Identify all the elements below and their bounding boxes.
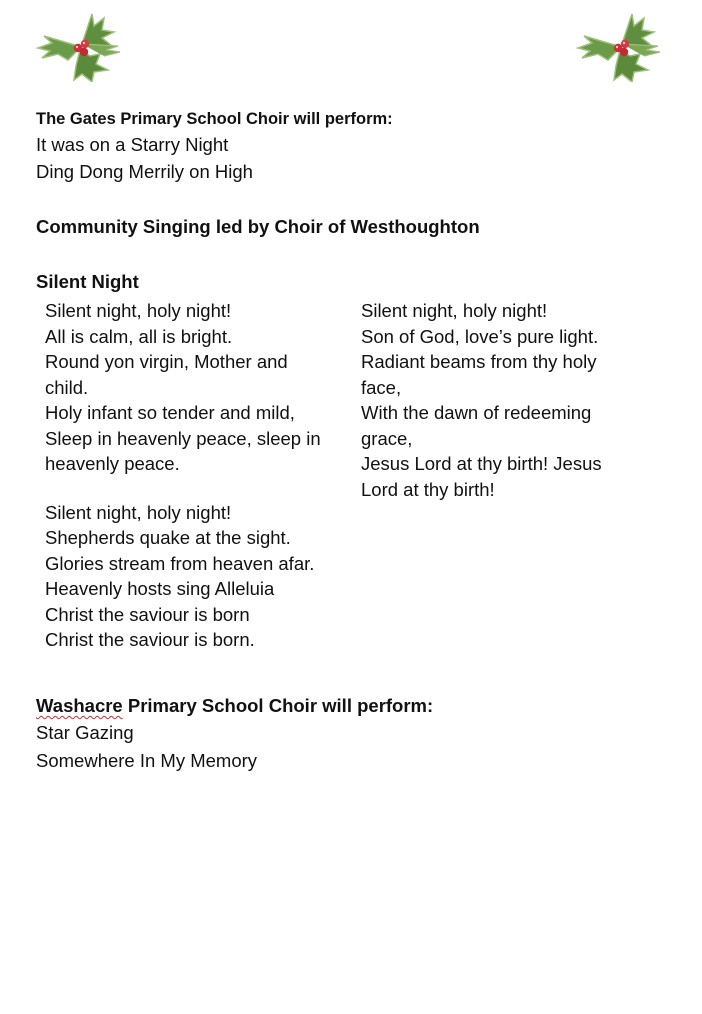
lyric-line: Glories stream from heaven afar. (45, 552, 315, 574)
gates-song-1: It was on a Starry Night (36, 134, 229, 155)
lyric-line: With the dawn of redeeming (361, 402, 592, 423)
lyrics-right-column (361, 298, 661, 525)
lyric-line: Silent night, holy night! (361, 300, 548, 321)
lyric-line: Heavenly hosts sing Alleluia (45, 578, 275, 599)
gates-song-2: Ding Dong Merrily on High (36, 161, 253, 182)
washacre-name-misspelled: Washacre (36, 695, 123, 716)
lyric-line: Round yon virgin, Mother and (45, 351, 288, 372)
holly-decoration-right-icon (574, 10, 666, 82)
lyric-line: grace, (361, 427, 413, 449)
lyric-line: Lord at thy birth! (361, 478, 495, 500)
lyrics-left-column (45, 298, 355, 676)
lyric-line: Christ the saviour is born (45, 603, 250, 625)
lyric-line: Silent night, holy night! (45, 501, 232, 523)
lyrics-stanza-1 (45, 298, 355, 477)
lyric-line: Silent night, holy night! (45, 300, 232, 321)
lyric-line: Son of God, love’s pure light. (361, 325, 599, 347)
lyric-line: Holy infant so tender and mild, (45, 402, 295, 423)
lyrics-stanza-2 (45, 500, 355, 653)
lyric-line: Jesus Lord at thy birth! Jesus (361, 453, 602, 474)
community-singing-heading: Community Singing led by Choir of Westhoughton (36, 216, 480, 237)
washacre-heading-rest: Primary School Choir will perform: (122, 695, 434, 716)
lyric-line: Shepherds quake at the sight. (45, 527, 291, 548)
holly-decoration-left-icon (34, 10, 126, 82)
lyric-line: Radiant beams from thy holy (361, 351, 597, 372)
washacre-choir-heading (36, 695, 433, 717)
washacre-song-1: Star Gazing (36, 722, 134, 743)
lyric-line: child. (45, 376, 89, 398)
lyric-line: All is calm, all is bright. (45, 325, 233, 347)
lyrics-stanza-3 (361, 298, 661, 502)
lyric-line: heavenly peace. (45, 453, 180, 474)
lyric-line: Sleep in heavenly peace, sleep in (45, 427, 321, 449)
washacre-song-2: Somewhere In My Memory (36, 750, 258, 771)
carol-title: Silent Night (36, 271, 139, 292)
lyric-line: Christ the saviour is born. (45, 629, 255, 650)
gates-choir-heading: The Gates Primary School Choir will perform: (36, 110, 393, 128)
lyric-line: face, (361, 376, 402, 398)
